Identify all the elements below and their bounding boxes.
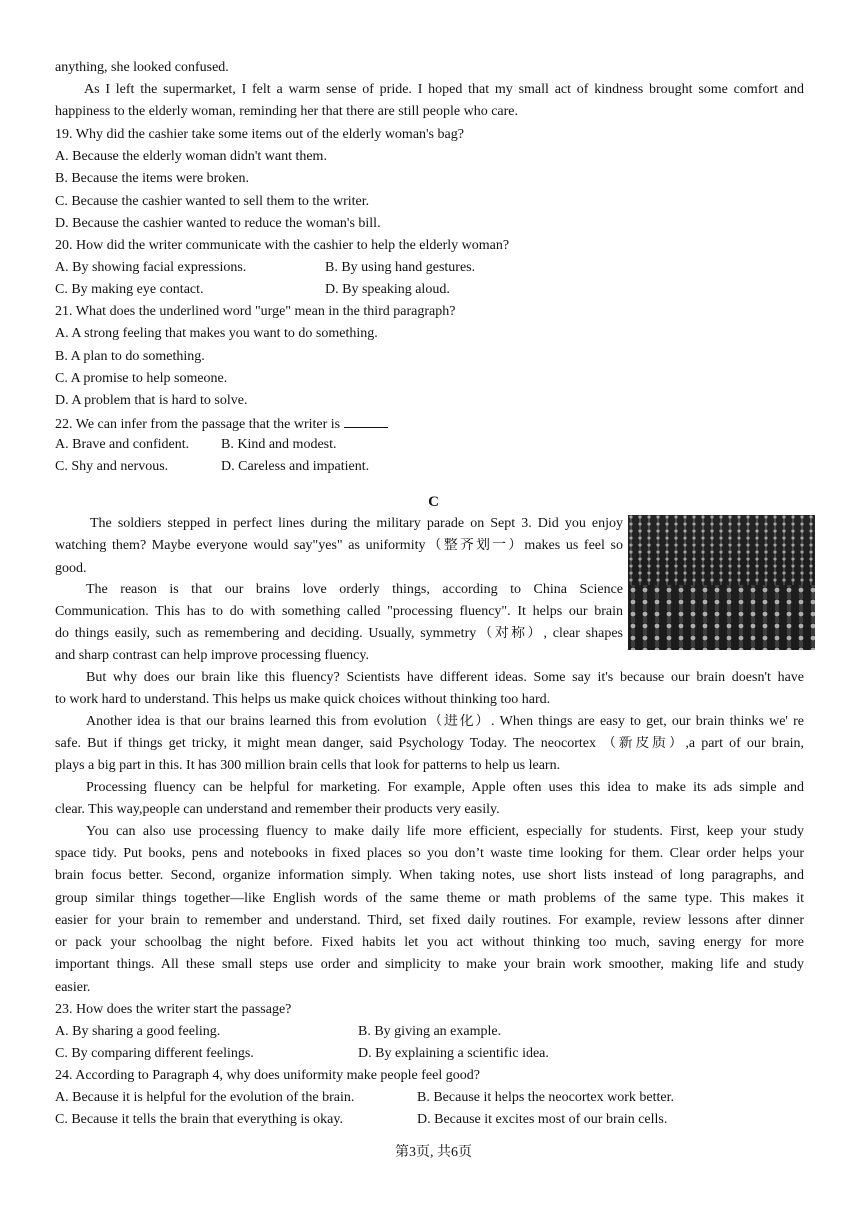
- passage-line: Processing fluency can be helpful for marketing. For example, Apple often uses this idea to make its ads simple and: [86, 780, 804, 795]
- passage-line: Communication. This has to do with something called "processing fluency". It helps our brain: [55, 604, 623, 619]
- option: C. By comparing different feelings.: [55, 1046, 254, 1061]
- option: D. Careless and impatient.: [221, 459, 370, 474]
- passage-line: important things. All these small steps use order and simplicity to make your brain work smoother, making life and study: [55, 957, 804, 972]
- option: D. By explaining a scientific idea.: [358, 1046, 549, 1061]
- passage-line: happiness to the elderly woman, reminding her that there are still people who care.: [55, 104, 519, 119]
- passage-line: As I left the supermarket, I felt a warm sense of pride. I hoped that my small act of kindness brought some comfort and: [84, 82, 804, 97]
- passage-line: Another idea is that our brains learned this from evolution（进化）. When things are easy to get, our brain thinks we' re: [86, 714, 804, 729]
- option: A. A strong feeling that makes you want to do something.: [55, 326, 378, 341]
- question-stem: 24. According to Paragraph 4, why does uniformity make people feel good?: [55, 1068, 480, 1083]
- military-parade-photo: [628, 515, 815, 650]
- passage-line: and sharp contrast can help improve processing fluency.: [55, 648, 369, 663]
- question-stem: 19. Why did the cashier take some items out of the elderly woman's bag?: [55, 127, 464, 142]
- passage-line: watching them? Maybe everyone would say"yes" as uniformity（整齐划一）makes us feel so: [55, 538, 623, 553]
- passage-line: brain focus better. Second, organize information simply. When taking notes, use short lists instead of long paragraphs, and: [55, 868, 804, 883]
- option: D. Because the cashier wanted to reduce the woman's bill.: [55, 216, 381, 231]
- answer-blank: [344, 415, 388, 428]
- question-stem: 21. What does the underlined word "urge" mean in the third paragraph?: [55, 304, 456, 319]
- section-title: C: [428, 494, 439, 510]
- option: B. By using hand gestures.: [325, 260, 476, 275]
- option: A. Brave and confident.: [55, 437, 190, 452]
- passage-line: But why does our brain like this fluency? Scientists have different ideas. Some say it's because our brain doesn't have: [86, 670, 804, 685]
- option: C. Because the cashier wanted to sell them to the writer.: [55, 194, 370, 209]
- passage-line: easier.: [55, 980, 91, 995]
- question-stem-text: 22. We can infer from the passage that the writer is: [55, 417, 341, 432]
- passage-line: plays a big part in this. It has 300 million brain cells that look for patterns to help us learn.: [55, 758, 561, 773]
- passage-line: You can also use processing fluency to make daily life more efficient, especially for students. First, keep your study: [86, 824, 804, 839]
- option: B. Because it helps the neocortex work better.: [417, 1090, 674, 1105]
- option: D. Because it excites most of our brain cells.: [417, 1112, 668, 1127]
- option: B. Kind and modest.: [221, 437, 337, 452]
- option: A. By sharing a good feeling.: [55, 1024, 221, 1039]
- passage-line: easier for your brain to remember and understand. Third, set fixed daily routines. For example, review lessons after dinner: [55, 913, 804, 928]
- option: B. A plan to do something.: [55, 349, 205, 364]
- passage-line: to work hard to understand. This helps us make quick choices without thinking too hard.: [55, 692, 551, 707]
- option: C. Because it tells the brain that everything is okay.: [55, 1112, 343, 1127]
- question-stem: [55, 415, 388, 433]
- option: A. Because it is helpful for the evolution of the brain.: [55, 1090, 355, 1105]
- option: A. Because the elderly woman didn't want them.: [55, 149, 327, 164]
- passage-line: The soldiers stepped in perfect lines during the military parade on Sept 3. Did you enjoy: [90, 516, 623, 531]
- question-stem: 20. How did the writer communicate with the cashier to help the elderly woman?: [55, 238, 510, 253]
- option: A. By showing facial expressions.: [55, 260, 247, 275]
- option: C. Shy and nervous.: [55, 459, 169, 474]
- option: C. By making eye contact.: [55, 282, 204, 297]
- passage-line: do things easily, such as remembering and deciding. Usually, symmetry（对称）, clear shapes: [55, 626, 623, 641]
- question-stem: 23. How does the writer start the passage?: [55, 1002, 292, 1017]
- passage-line: or pack your schoolbag the night before. Fixed habits let you act without thinking too much, saving energy for more: [55, 935, 804, 950]
- passage-line: safe. But if things get tricky, it might mean danger, said Psychology Today. The neocortex （新皮质）,a part of our brain,: [55, 736, 804, 751]
- option: B. Because the items were broken.: [55, 171, 249, 186]
- passage-line: The reason is that our brains love orderly things, according to China Science: [86, 582, 623, 597]
- option: D. By speaking aloud.: [325, 282, 450, 297]
- option: D. A problem that is hard to solve.: [55, 393, 248, 408]
- passage-line: group similar things together—like English words of the same theme or math problems of the same type. This makes it: [55, 891, 804, 906]
- passage-line: good.: [55, 561, 87, 576]
- page-number: 第3页, 共6页: [395, 1145, 472, 1160]
- option: C. A promise to help someone.: [55, 371, 228, 386]
- option: B. By giving an example.: [358, 1024, 502, 1039]
- passage-line: space tidy. Put books, pens and notebooks in fixed places so you don’t waste time looking for them. Clear order helps your: [55, 846, 804, 861]
- passage-line: anything, she looked confused.: [55, 60, 229, 75]
- passage-line: clear. This way,people can understand and remember their products very easily.: [55, 802, 500, 817]
